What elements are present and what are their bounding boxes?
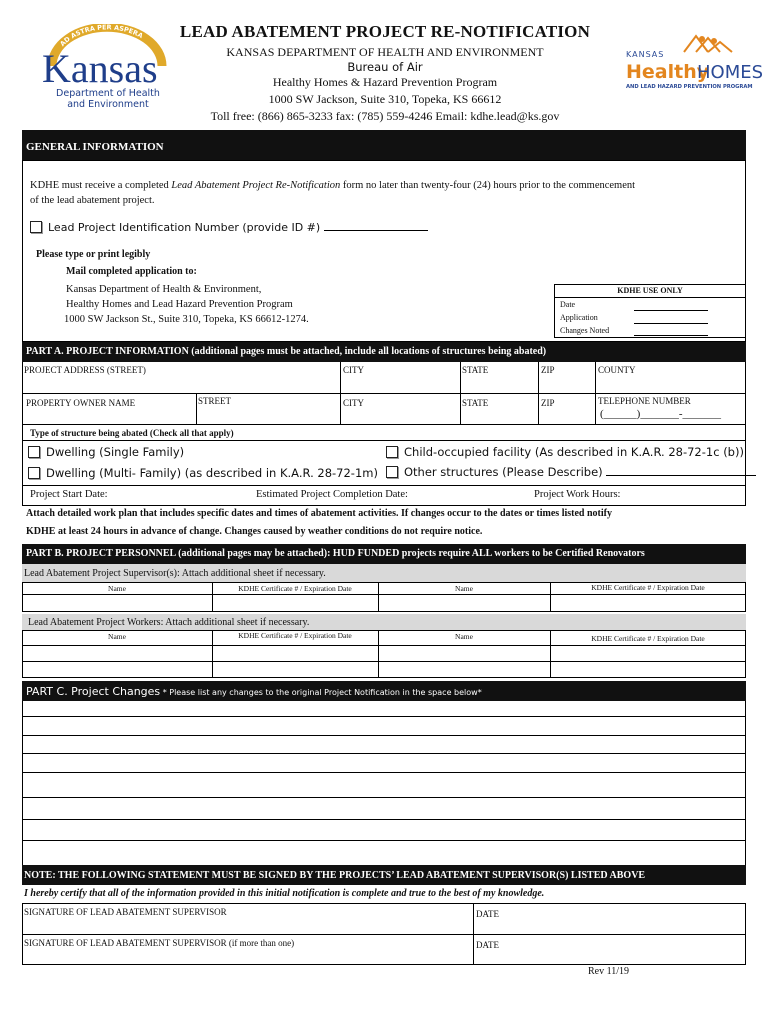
houses-icon [684,36,732,52]
zip-label: ZIP [541,365,555,375]
agency-name: KANSAS DEPARTMENT OF HEALTH AND ENVIRONMENT [226,45,544,59]
supervisors-label: Lead Abatement Project Supervisor(s): Attach additional sheet if necessary. [22,564,746,582]
revision-label: Rev 11/19 [588,966,630,977]
completion-date-label[interactable]: Estimated Project Completion Date: [256,489,408,500]
general-intro: KDHE must receive a completed Lead Abatement Project Re-Notification form no later than twenty-four (24) hours prior to the commencement [30,180,636,191]
general-intro-line2: of the lead abatement project. [30,195,155,206]
part-b-heading: PART B. PROJECT PERSONNEL (additional pages may be attached): HUD FUNDED projects require ALL workers to be Certified Renovators [22,544,746,564]
start-date-label[interactable]: Project Start Date: [30,489,108,500]
program-name: Healthy Homes & Hazard Prevention Program [272,75,498,89]
certify-statement: I hereby certify that all of the information provided in this initial notification is complete and true to the best of my knowledge. [24,888,545,899]
logo-kansas-text: Kansas [42,46,158,91]
dwelling-single-option[interactable]: Dwelling (Single Family) [28,445,184,459]
hh-tagline: AND LEAD HAZARD PREVENTION PROGRAM [626,84,753,90]
mail-to-label: Mail completed application to: [66,266,197,277]
child-occupied-checkbox[interactable] [386,446,398,458]
city-label: CITY [343,365,364,375]
date-2-label[interactable]: DATE [476,940,499,950]
sup-name-header-1: Name [108,584,126,593]
header-contact: Toll free: (866) 865-3233 fax: (785) 559-4246 Email: kdhe.lead@ks.gov [210,109,560,123]
state-label: STATE [462,365,489,375]
project-address-label: PROJECT ADDRESS (STREET) [24,365,146,375]
sup-cert-header-2: KDHE Certificate # / Expiration Date [591,583,705,592]
other-structures-field[interactable] [606,466,756,476]
logo-arc-text: AD ASTRA PER ASPERA [58,24,145,49]
child-occupied-option[interactable]: Child-occupied facility (As described in K.A.R. 28-72-1c (b)) [386,445,744,459]
telephone-field[interactable]: (______)_______-_______ [600,408,721,420]
dwelling-single-checkbox[interactable] [28,446,40,458]
dwelling-multi-checkbox[interactable] [28,467,40,479]
logo-dept-line2: and Environment [67,99,149,110]
mail-line2: Healthy Homes and Lead Hazard Prevention Program [66,299,293,310]
form-title: LEAD ABATEMENT PROJECT RE-NOTIFICATION [179,22,591,41]
work-hours-label[interactable]: Project Work Hours: [534,489,621,500]
header-address: 1000 SW Jackson, Suite 310, Topeka, KS 66612 [268,92,502,106]
part-a-heading: PART A. PROJECT INFORMATION (additional pages must be attached, include all locations of structures being abated) [22,342,746,362]
state-label-2: STATE [462,398,489,408]
mail-line1: Kansas Department of Health & Environment, [66,284,262,295]
sup-cert-header-1: KDHE Certificate # / Expiration Date [238,584,352,593]
kdhe-application-label: Application [560,313,598,322]
project-id-field[interactable] [324,220,428,231]
general-info-heading: GENERAL INFORMATION [22,130,746,160]
workers-label: Lead Abatement Project Workers: Attach additional sheet if necessary. [22,614,746,630]
hh-homes-text: HOMES [697,62,764,83]
wrk-name-header-2: Name [455,632,473,641]
mail-line3: 1000 SW Jackson St., Suite 310, Topeka, KS 66612-1274. [64,314,309,325]
kdhe-changes-label: Changes Noted [560,326,610,335]
telephone-label: TELEPHONE NUMBER [598,396,691,406]
kdhe-use-only-label: KDHE USE ONLY [617,286,683,295]
project-id-checkbox[interactable] [30,221,42,233]
street-label: STREET [198,396,231,406]
other-structures-checkbox[interactable] [386,466,398,478]
kdhe-date-label: Date [560,300,576,309]
dwelling-multi-option[interactable]: Dwelling (Multi- Family) (as described in K.A.R. 28-72-1m) [28,466,378,480]
work-plan-notice-1: Attach detailed work plan that includes specific dates and times of abatement activities. If changes occur to the dates or times listed notify [26,508,612,519]
county-label: COUNTY [598,365,636,375]
kdhe-logo [36,24,176,110]
wrk-name-header-1: Name [108,632,126,641]
signature-2-label[interactable]: SIGNATURE OF LEAD ABATEMENT SUPERVISOR (if more than one) [24,938,295,948]
owner-name-label: PROPERTY OWNER NAME [26,398,136,408]
part-c-heading: PART C. Project Changes * Please list any changes to the original Project Notification in the space below* [22,681,746,701]
wrk-cert-header-1: KDHE Certificate # / Expiration Date [238,631,352,640]
sup-name-header-2: Name [455,584,473,593]
work-plan-notice-2: KDHE at least 24 hours in advance of change. Changes caused by weather conditions do not require notice. [26,526,483,537]
hh-healthy-text: Healthy [626,61,710,83]
date-1-label[interactable]: DATE [476,909,499,919]
project-id-row [30,220,428,234]
project-id-label: Lead Project Identification Number (provide ID #) [48,221,321,234]
structure-type-label: Type of structure being abated (Check all that apply) [30,428,234,438]
print-legibly: Please type or print legibly [36,249,151,260]
signature-1-label[interactable]: SIGNATURE OF LEAD ABATEMENT SUPERVISOR [24,907,227,917]
other-structures-option[interactable]: Other structures (Please Describe) [386,465,756,479]
hh-kansas-text: KANSAS [626,50,665,59]
healthy-homes-logo [616,30,764,94]
logo-dept-line1: Department of Health [56,88,160,99]
zip-label-2: ZIP [541,398,555,408]
wrk-cert-header-2: KDHE Certificate # / Expiration Date [591,634,705,643]
city-label-2: CITY [343,398,364,408]
bureau-name: Bureau of Air [347,60,423,74]
signature-note-heading: NOTE: THE FOLLOWING STATEMENT MUST BE SIGNED BY THE PROJECTS’ LEAD ABATEMENT SUPERVISOR(S) LISTED ABOVE [22,865,746,885]
